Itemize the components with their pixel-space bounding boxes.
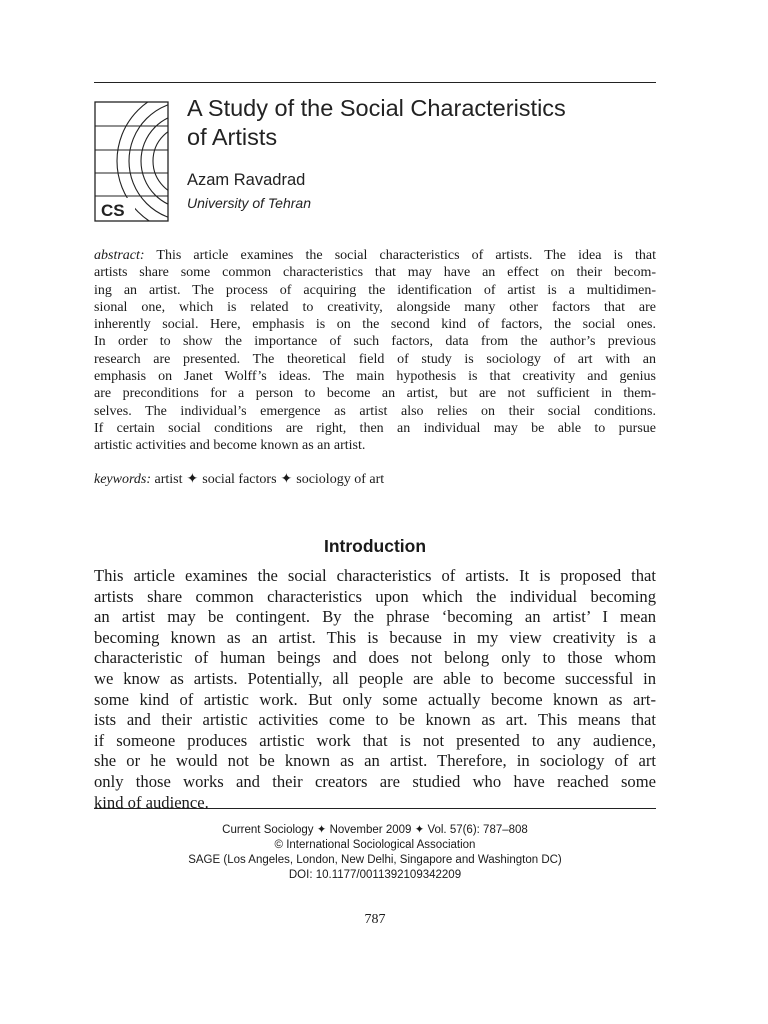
body-line: an artist may be contingent. By the phrase ‘becoming an artist’ I mean: [94, 607, 656, 627]
abstract: [94, 247, 656, 455]
keyword-item: sociology of art: [296, 472, 385, 487]
body-line: only those works and their creators are studied who have reached some: [94, 771, 656, 791]
body-line: ists and their artistic activities come to be known as art. This means that: [94, 710, 656, 730]
author-affiliation: University of Tehran: [187, 195, 311, 211]
body-line: characteristic of human beings and does not belong only to those whom: [94, 648, 656, 668]
body-line: kind of audience.: [94, 792, 209, 812]
section-heading: Introduction: [323, 536, 427, 556]
introduction-body: [94, 566, 656, 813]
publisher-line: SAGE (Los Angeles, London, New Delhi, Singapore and Washington DC): [188, 854, 562, 866]
abstract-line: ing an artist. The process of acquiring the identification of artist is a multidimen-: [94, 282, 656, 298]
body-line: becoming known as an artist. This is because in my view creativity is a: [94, 627, 656, 647]
abstract-line: are preconditions for a person to become an artist, but are not sufficient in them-: [94, 386, 656, 402]
keyword-item: social factors: [202, 472, 277, 487]
keywords-label: keywords:: [94, 472, 152, 487]
copyright-notice: © International Sociological Association: [274, 839, 476, 851]
footer-rule: [94, 808, 656, 809]
citation-footer: [94, 823, 656, 883]
journal-citation: Current Sociology ✦ November 2009 ✦ Vol. 57(6): 787–808: [222, 824, 528, 836]
abstract-label: abstract:: [94, 248, 145, 263]
keyword-separator-icon: ✦: [280, 472, 293, 487]
abstract-line: artistic activities and become known as an artist.: [94, 438, 366, 454]
page-number: 787: [364, 912, 386, 927]
abstract-line: emphasis on Janet Wolff’s ideas. The main hypothesis is that creativity and genius: [94, 369, 656, 385]
body-line: we know as artists. Potentially, all people are able to become successful in: [94, 668, 656, 688]
body-line: artists share common characteristics upon which the individual becoming: [94, 586, 656, 606]
abstract-line: research are presented. The theoretical field of study is sociology of art with an: [94, 351, 656, 367]
keyword-separator-icon: ✦: [186, 472, 199, 487]
abstract-line: sional one, which is related to creativity, alongside many other factors that are: [94, 299, 656, 315]
article-title: [187, 94, 667, 152]
title-line: of Artists: [187, 124, 278, 150]
keywords: [94, 471, 384, 488]
body-line: she or he would not be known as an artist. Therefore, in sociology of art: [94, 751, 656, 771]
abstract-line: If certain social conditions are right, then an individual may be able to pursue: [94, 420, 656, 436]
body-line: some kind of artistic work. But only some actually become known as art-: [94, 689, 656, 709]
journal-logo: [94, 101, 169, 222]
doi: DOI: 10.1177/0011392109342209: [288, 869, 462, 881]
abstract-line: In order to show the importance of such factors, data from the author’s previous: [94, 334, 656, 350]
body-line: This article examines the social characteristics of artists. It is proposed that: [94, 566, 656, 585]
body-line: if someone produces artistic work that is not presented to any audience,: [94, 730, 656, 750]
abstract-line: selves. The individual’s emergence as artist also relies on their social conditions.: [94, 403, 656, 419]
abstract-line: inherently social. Here, emphasis is on the second kind of factors, the social ones.: [94, 317, 656, 333]
top-rule: [94, 82, 656, 83]
abstract-line: abstract: This article examines the social characteristics of artists. The idea is that: [94, 248, 656, 263]
abstract-line: artists share some common characteristics that may have an effect on their becom-: [94, 265, 656, 281]
keyword-item: artist: [154, 472, 183, 487]
title-line: A Study of the Social Characteristics: [187, 95, 566, 121]
author-name: Azam Ravadrad: [187, 171, 306, 189]
logo-text: CS: [101, 201, 125, 220]
